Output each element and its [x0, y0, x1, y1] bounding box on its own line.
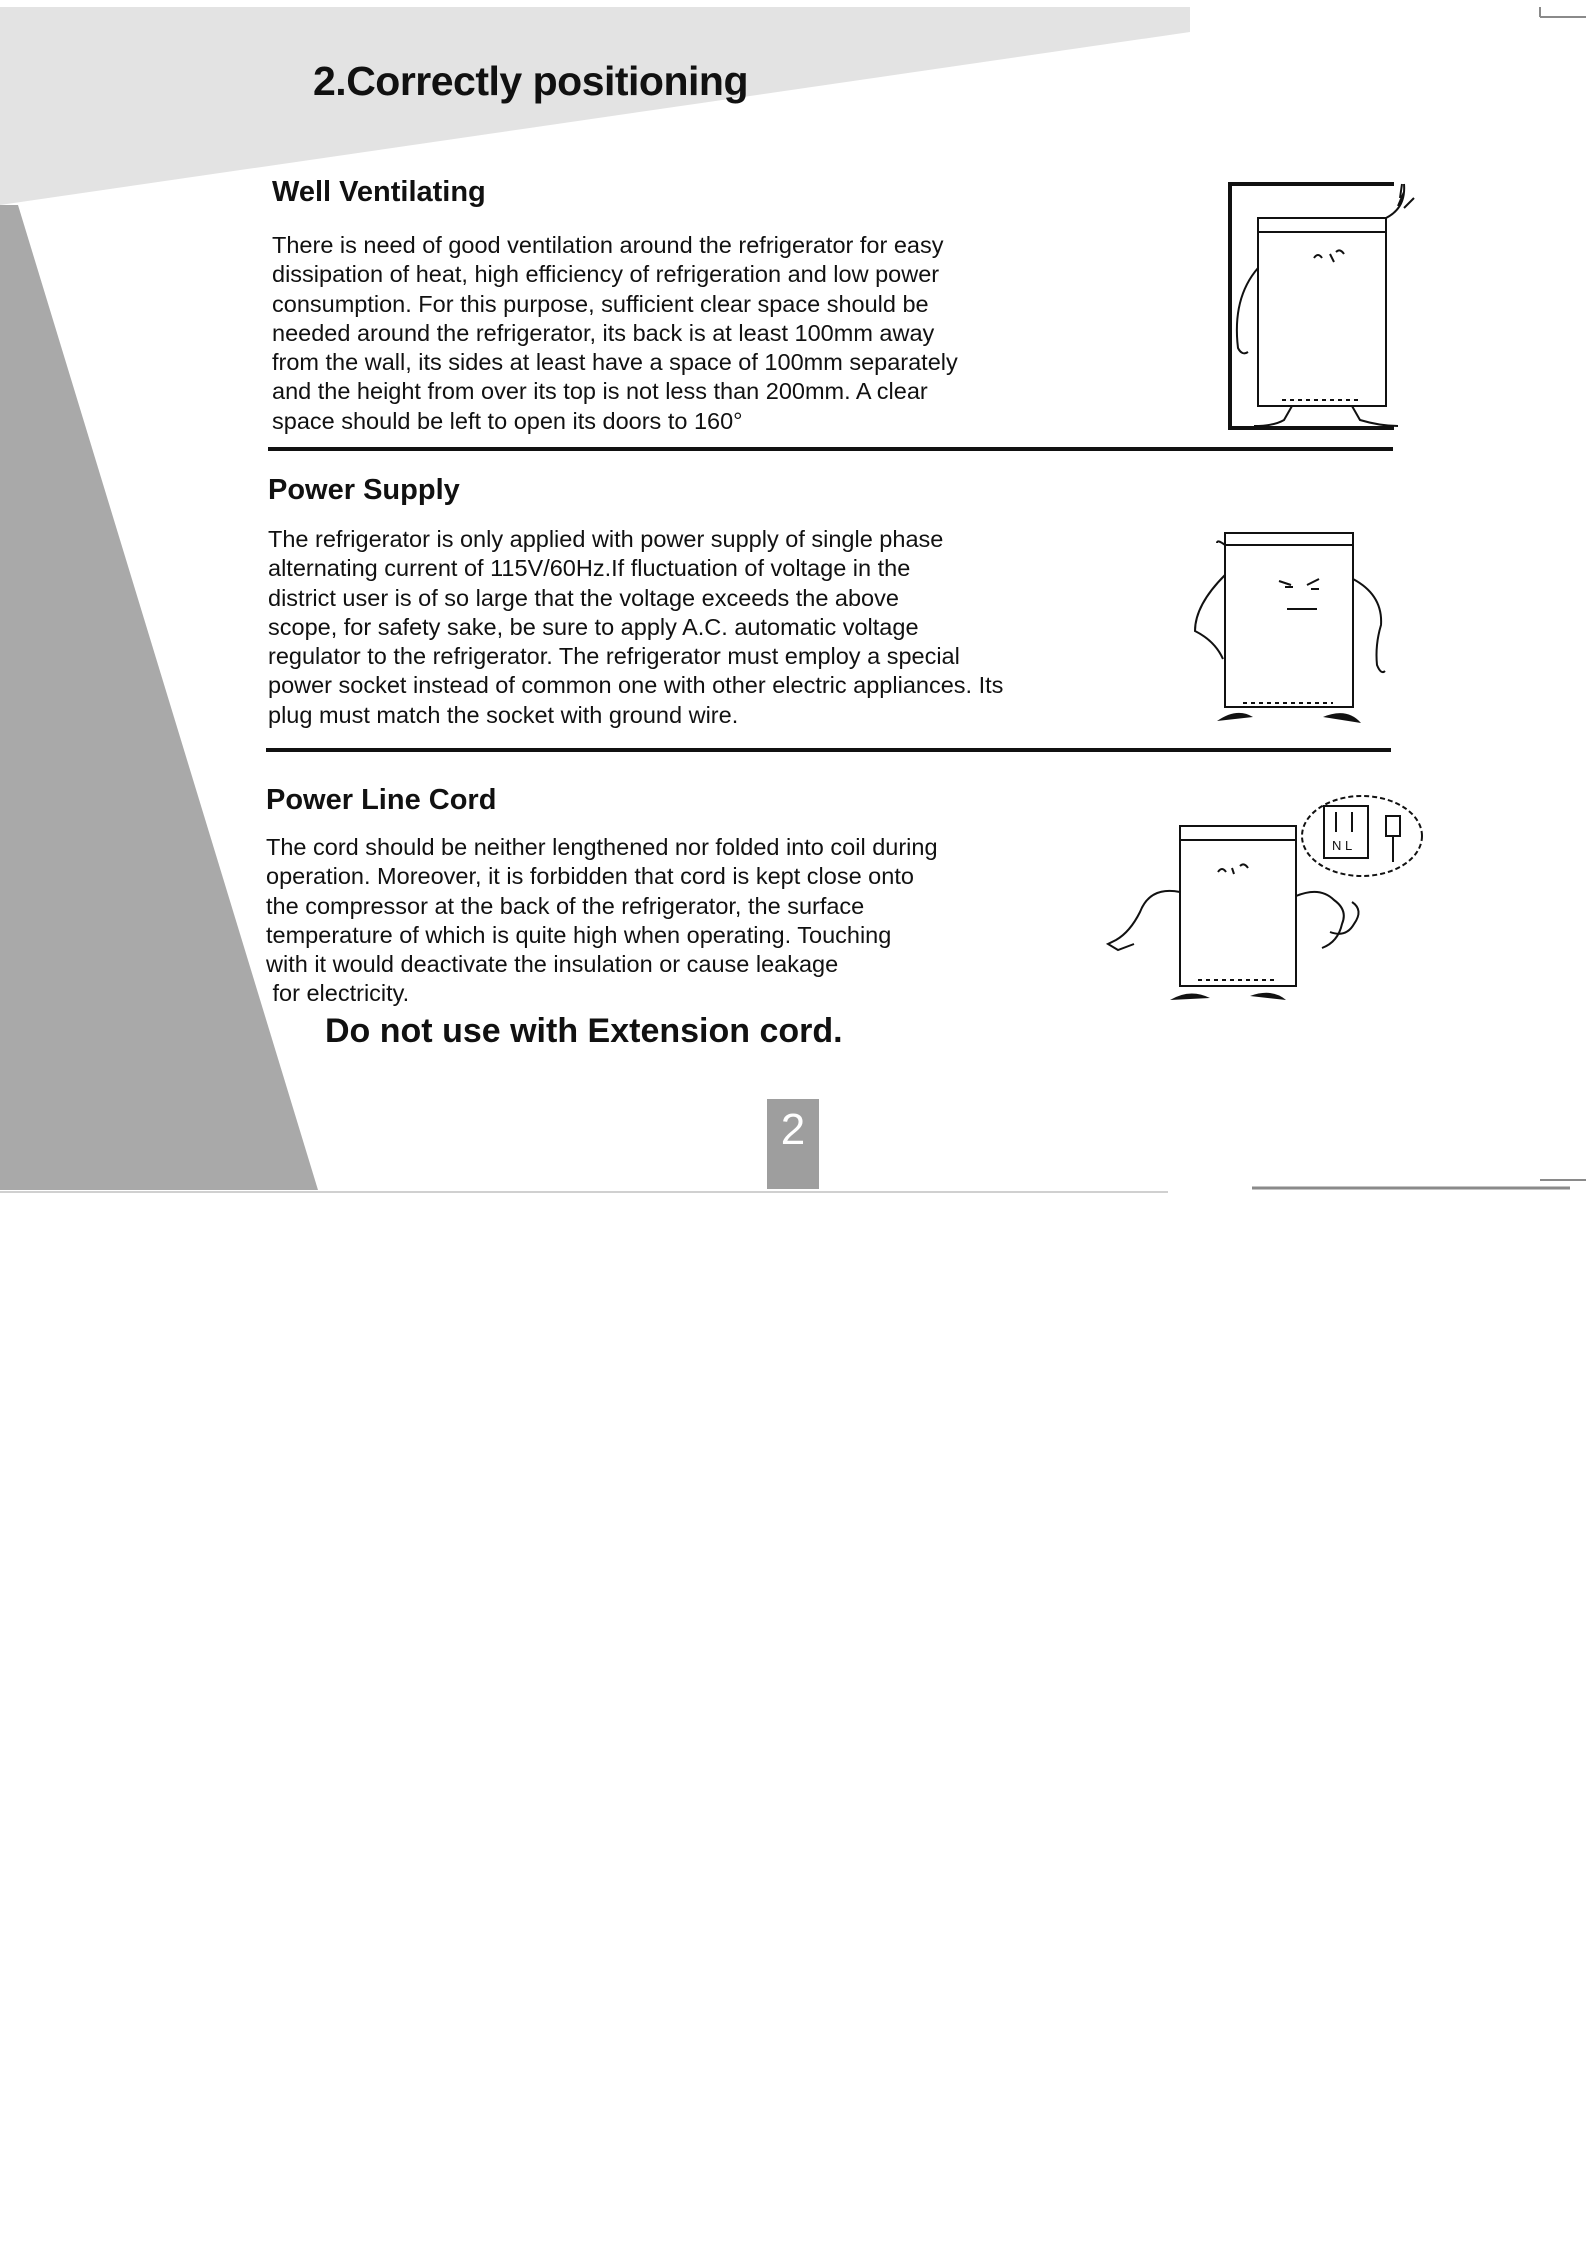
text-line: with it would deactivate the insulation or cause leakage	[266, 951, 839, 978]
section-text-power-line-cord	[266, 833, 938, 1009]
text-line: plug must match the socket with ground wire.	[268, 701, 739, 728]
section-heading-power-line-cord: Power Line Cord	[266, 784, 497, 816]
refrigerator-with-plug-illustration	[1100, 792, 1430, 1012]
text-line: alternating current of 115V/60Hz.If fluctuation of voltage in the	[268, 555, 911, 582]
angry-refrigerator-illustration	[1183, 525, 1403, 735]
page-number-badge	[767, 1099, 819, 1189]
text-line: for electricity.	[266, 980, 410, 1007]
text-line: The cord should be neither lengthened nor folded into coil during	[266, 834, 938, 860]
text-line: The refrigerator is only applied with power supply of single phase	[268, 526, 944, 552]
text-line: consumption. For this purpose, sufficient clear space should be	[272, 290, 929, 317]
section-divider	[266, 748, 1391, 752]
page-title: 2.Correctly positioning	[313, 58, 748, 104]
section-heading-power-supply: Power Supply	[268, 474, 460, 506]
text-line: scope, for safety sake, be sure to apply A.C. automatic voltage	[268, 613, 919, 640]
text-line: There is need of good ventilation around the refrigerator for easy	[272, 232, 944, 258]
socket-label: N L	[1332, 838, 1353, 853]
top-banner-shape	[0, 7, 1190, 205]
text-line: district user is of so large that the voltage exceeds the above	[268, 584, 899, 611]
text-line: dissipation of heat, high efficiency of refrigeration and low power	[272, 261, 940, 288]
text-line: needed around the refrigerator, its back is at least 100mm away	[272, 319, 935, 346]
section-divider	[268, 447, 1393, 451]
text-line: the compressor at the back of the refrigerator, the surface	[266, 892, 865, 919]
section-heading-well-ventilating: Well Ventilating	[272, 176, 486, 208]
text-line: and the height from over its top is not less than 200mm. A clear	[272, 378, 928, 405]
page-number: 2	[780, 1105, 806, 1154]
text-line: operation. Moreover, it is forbidden that cord is kept close onto	[266, 863, 914, 890]
text-line: power socket instead of common one with other electric appliances. Its	[268, 672, 1004, 699]
section-text-power-supply	[268, 525, 1003, 730]
text-line: regulator to the refrigerator. The refrigerator must employ a special	[268, 643, 960, 670]
section-text-well-ventilating	[272, 231, 958, 436]
extension-cord-warning: Do not use with Extension cord.	[325, 1012, 843, 1050]
text-line: from the wall, its sides at least have a space of 100mm separately	[272, 349, 958, 376]
text-line: temperature of which is quite high when operating. Touching	[266, 921, 892, 948]
text-line: space should be left to open its doors to 160°	[272, 407, 743, 434]
refrigerator-against-wall-illustration	[1222, 178, 1422, 438]
